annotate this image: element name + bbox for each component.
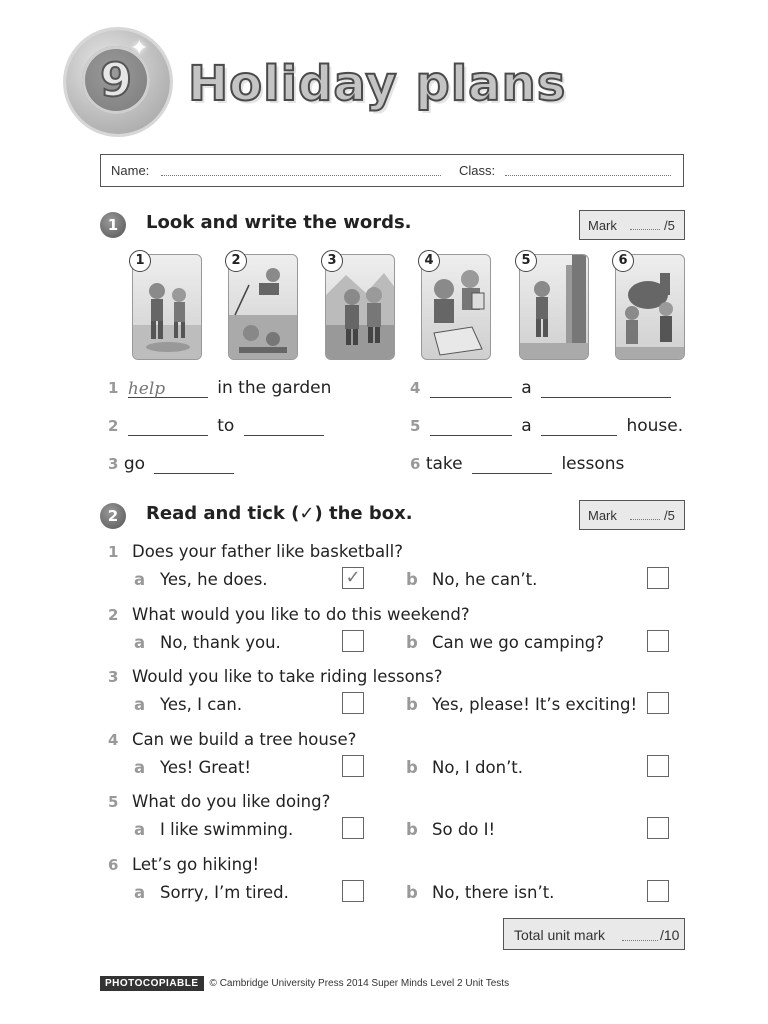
- ex1-item-3: [108, 454, 238, 474]
- tick-box-a[interactable]: [342, 692, 364, 714]
- mark-max: /5: [664, 508, 675, 523]
- option-letter: a: [134, 633, 146, 652]
- tick-box-a[interactable]: [342, 880, 364, 902]
- question-number: 5: [108, 793, 119, 811]
- tick-box-b[interactable]: [647, 817, 669, 839]
- picture-number: 4: [418, 250, 440, 272]
- question: [108, 730, 356, 749]
- tick-box-b[interactable]: [647, 567, 669, 589]
- photocopiable-tag: PHOTOCOPIABLE: [100, 976, 204, 991]
- answer-blank[interactable]: [128, 379, 208, 398]
- option-a: [134, 695, 242, 714]
- mark-max: /5: [664, 218, 675, 233]
- question-number: 6: [108, 856, 119, 874]
- item-text: to: [217, 416, 235, 436]
- total-max: /10: [660, 927, 680, 943]
- question-text: Can we build a tree house?: [132, 730, 357, 749]
- item-number: 4: [410, 379, 421, 397]
- question-text: Let’s go hiking!: [132, 855, 260, 874]
- option-text: Yes, he does.: [160, 570, 268, 589]
- section1-mark-box: [579, 210, 685, 240]
- option-letter: a: [134, 695, 146, 714]
- question: [108, 855, 259, 874]
- option-b: [406, 883, 554, 902]
- option-text: No, I don’t.: [432, 758, 524, 777]
- answer-blank[interactable]: [541, 417, 617, 436]
- unit-badge: [66, 30, 170, 134]
- item-text: a: [521, 416, 532, 436]
- option-b: [406, 820, 495, 839]
- option-letter: b: [406, 570, 418, 589]
- option-letter: b: [406, 695, 418, 714]
- picture-number: 1: [129, 250, 151, 272]
- option-a: [134, 883, 289, 902]
- question: [108, 667, 443, 686]
- option-text: Yes, I can.: [160, 695, 243, 714]
- picture-number: 5: [515, 250, 537, 272]
- item-text: lessons: [561, 454, 625, 474]
- item-text: go: [123, 454, 146, 474]
- question-number: 1: [108, 543, 119, 561]
- option-a: [134, 633, 281, 652]
- tick-box-b[interactable]: [647, 880, 669, 902]
- option-text: No, he can’t.: [432, 570, 538, 589]
- total-field[interactable]: [622, 940, 658, 941]
- class-label: Class:: [459, 163, 496, 178]
- tick-box-b[interactable]: [647, 692, 669, 714]
- picture-number: 3: [321, 250, 343, 272]
- answer-blank[interactable]: [154, 455, 234, 474]
- option-letter: a: [134, 820, 146, 839]
- option-text: Yes, please! It’s exciting!: [432, 695, 638, 714]
- name-label: Name:: [111, 163, 150, 178]
- option-letter: a: [134, 570, 146, 589]
- option-text: So do I!: [432, 820, 496, 839]
- tick-box-a[interactable]: [342, 817, 364, 839]
- option-text: I like swimming.: [160, 820, 294, 839]
- answer-blank[interactable]: [472, 455, 552, 474]
- tick-box-a[interactable]: [342, 755, 364, 777]
- option-letter: b: [406, 758, 418, 777]
- tick-box-b[interactable]: [647, 630, 669, 652]
- page-title: Holiday plans: [188, 56, 567, 112]
- question: [108, 542, 403, 561]
- option-letter: a: [134, 758, 146, 777]
- mark-label: Mark: [588, 218, 617, 233]
- section2-mark-box: [579, 500, 685, 530]
- section2-title: Read and tick (✓) the box.: [146, 503, 413, 524]
- ex1-item-4: [410, 378, 675, 398]
- option-a: [134, 758, 251, 777]
- total-label: Total unit mark: [514, 927, 606, 943]
- item-text: take: [425, 454, 463, 474]
- item-text: house.: [626, 416, 684, 436]
- item-number: 3: [108, 455, 119, 473]
- ex1-item-1: [108, 378, 331, 398]
- unit-number: 9: [99, 53, 132, 107]
- item-number: 1: [108, 379, 119, 397]
- question-text: What do you like doing?: [132, 792, 331, 811]
- option-text: Can we go camping?: [432, 633, 605, 652]
- name-class-box: [100, 154, 684, 187]
- sparkle-icon: ✦: [130, 36, 149, 61]
- item-text: in the garden: [217, 378, 332, 398]
- answer-blank[interactable]: [430, 417, 512, 436]
- option-b: [406, 633, 604, 652]
- mark-field[interactable]: [630, 229, 660, 230]
- option-text: Yes! Great!: [160, 758, 252, 777]
- item-number: 6: [410, 455, 421, 473]
- option-b: [406, 570, 537, 589]
- copyright-text: © Cambridge University Press 2014 Super Minds Level 2 Unit Tests: [209, 978, 510, 989]
- option-letter: a: [134, 883, 146, 902]
- option-b: [406, 695, 637, 714]
- item-number: 2: [108, 417, 119, 435]
- option-a: [134, 570, 268, 589]
- ex1-item-6: [410, 454, 624, 474]
- option-text: No, there isn’t.: [432, 883, 555, 902]
- tick-box-a[interactable]: ✓: [342, 567, 364, 589]
- option-letter: b: [406, 883, 418, 902]
- option-b: [406, 758, 523, 777]
- item-number: 5: [410, 417, 421, 435]
- answer-blank[interactable]: [128, 417, 208, 436]
- tick-box-b[interactable]: [647, 755, 669, 777]
- question: [108, 605, 470, 624]
- option-letter: b: [406, 633, 418, 652]
- question-number: 3: [108, 668, 119, 686]
- question: [108, 792, 330, 811]
- picture-number: 6: [612, 250, 634, 272]
- question-text: Would you like to take riding lessons?: [132, 667, 443, 686]
- answer-blank[interactable]: [430, 379, 512, 398]
- option-letter: b: [406, 820, 418, 839]
- ex1-item-2: [108, 416, 328, 436]
- tick-box-a[interactable]: [342, 630, 364, 652]
- mark-label: Mark: [588, 508, 617, 523]
- option-text: No, thank you.: [160, 633, 281, 652]
- footer: [100, 978, 509, 989]
- section1-number: 1: [100, 212, 126, 238]
- answer-text: help: [127, 379, 166, 399]
- name-field[interactable]: [161, 175, 441, 176]
- question-number: 4: [108, 731, 119, 749]
- answer-blank[interactable]: [244, 417, 324, 436]
- option-text: Sorry, I’m tired.: [160, 883, 289, 902]
- option-a: [134, 820, 293, 839]
- item-text: a: [521, 378, 532, 398]
- picture-number: 2: [225, 250, 247, 272]
- mark-field[interactable]: [630, 519, 660, 520]
- ex1-item-5: [410, 416, 683, 436]
- question-text: What would you like to do this weekend?: [132, 605, 470, 624]
- answer-blank[interactable]: [541, 379, 671, 398]
- question-text: Does your father like basketball?: [132, 542, 403, 561]
- section2-number: 2: [100, 503, 126, 529]
- class-field[interactable]: [505, 175, 671, 176]
- question-number: 2: [108, 606, 119, 624]
- total-mark-box: [503, 918, 685, 950]
- section1-title: Look and write the words.: [146, 212, 412, 233]
